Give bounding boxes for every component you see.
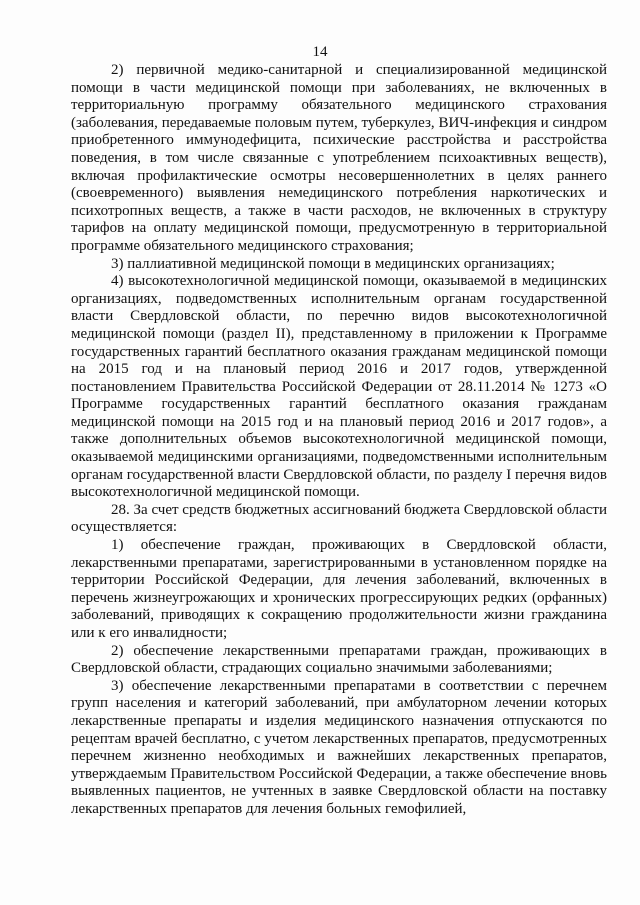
paragraph-clause-28: 28. За счет средств бюджетных ассигнований бюджета Свердловской области осуществляется: [71,501,607,536]
page-number: 14 [312,44,328,60]
paragraph-item-4-high-tech-care: 4) высокотехнологичной медицинской помощи, оказываемой в медицинских организациях, подведомственных исполнительным органам государственной власти Свердловской области, по перечню видов высокотехнологичной медицинской помощи (раздел II), представленному в приложении к Программе государственных гарантий бесплатного оказания гражданам медицинской помощи на 2015 год и на плановый период 2016 и 2017 годов, утвержденной постановлением Правительства Российской Федерации от 28.11.2014 № 1273 «О Программе государственных гарантий бесплатного оказания гражданам медицинской помощи на 2015 год и на плановый период 2016 и 2017 годов», а также дополнительных объемов высокотехнологичной медицинской помощи, оказываемой медицинскими организациями, подведомственными исполнительным органам государственной власти Свердловской области, по разделу I перечня видов высокотехнологичной медицинской помощи. [71,273,607,501]
paragraph-item-2-primary-care: 2) первичной медико-санитарной и специализированной медицинской помощи в части медицинской помощи при заболеваниях, не включенных в территориальную программу обязательного медицинского страхования (заболевания, передаваемые половым путем, туберкулез, ВИЧ-инфекция и синдром приобретенного иммунодефицита, психические расстройства и расстройства поведения, в том числе связанные с употреблением психоактивных веществ), включая профилактические осмотры несовершеннолетних в целях раннего (своевременного) выявления немедицинского потребления наркотических и психотропных веществ, а также в части расходов, не включенных в структуру тарифов на оплату медицинской помощи, предусмотренную в территориальной программе обязательного медицинского страхования; [71,62,607,254]
paragraph-item-1-orphan-drugs: 1) обеспечение граждан, проживающих в Свердловской области, лекарственными препаратами, зарегистрированными в установленном порядке на территории Российской Федерации, для лечения заболеваний, включенных в перечень жизнеугрожающих и хронических прогрессирующих редких (орфанных) заболеваний, приводящих к сокращению продолжительности жизни гражданина или к его инвалидности; [71,537,607,641]
paragraph-item-2-social-diseases: 2) обеспечение лекарственными препаратами граждан, проживающих в Свердловской области, страдающих социально значимыми заболеваниями; [71,642,607,677]
paragraph-item-3-palliative-care: 3) паллиативной медицинской помощи в медицинских организациях; [111,255,555,272]
paragraph-item-3-free-prescriptions: 3) обеспечение лекарственными препаратами в соответствии с перечнем групп населения и категорий заболеваний, при амбулаторном лечении которых лекарственные препараты и изделия медицинского назначения отпускаются по рецептам врачей бесплатно, с учетом лекарственных препаратов, предусмотренных перечнем жизненно необходимых и важнейших лекарственных препаратов, утверждаемым Правительством Российской Федерации, а также обеспечение вновь выявленных пациентов, не учтенных в заявке Свердловской области на поставку лекарственных препаратов для лечения больных гемофилией, [71,677,607,817]
document-body [71,62,607,819]
